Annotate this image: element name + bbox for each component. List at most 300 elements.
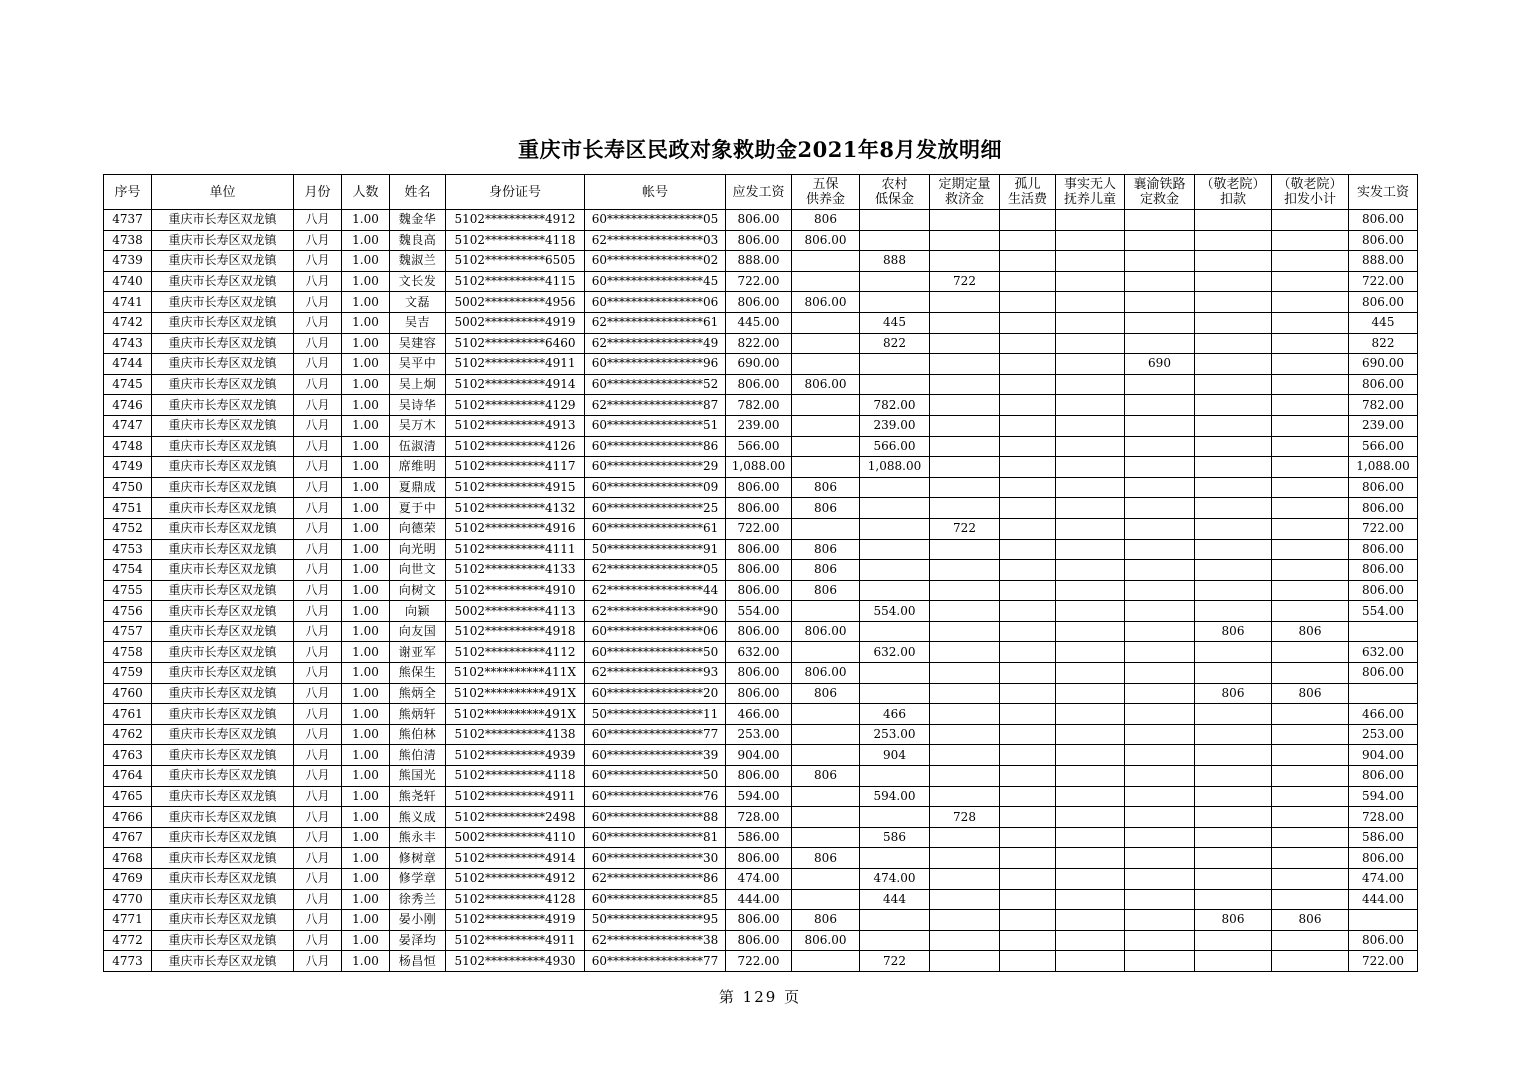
cell-seq: 4752 — [104, 518, 152, 539]
cell-seq: 4772 — [104, 930, 152, 951]
cell-dibao: 722 — [860, 951, 930, 972]
cell-xiangyu — [1125, 395, 1195, 416]
cell-payable: 722.00 — [726, 951, 792, 972]
cell-month: 八月 — [294, 251, 342, 272]
cell-seq: 4742 — [104, 312, 152, 333]
cell-jlykk: 806 — [1195, 621, 1272, 642]
table-row — [104, 683, 1418, 704]
cell-persons: 1.00 — [342, 312, 390, 333]
cell-jlyxj — [1272, 518, 1349, 539]
cell-jlykk — [1195, 786, 1272, 807]
cell-unit: 重庆市长寿区双龙镇 — [152, 848, 294, 869]
cell-unit: 重庆市长寿区双龙镇 — [152, 560, 294, 581]
table-row — [104, 271, 1418, 292]
cell-shishi — [1056, 827, 1125, 848]
cell-xiangyu — [1125, 333, 1195, 354]
table-body — [104, 210, 1418, 972]
cell-dingqi — [930, 539, 1000, 560]
cell-account: 62****************03 — [585, 230, 726, 251]
cell-persons: 1.00 — [342, 827, 390, 848]
cell-dingqi — [930, 477, 1000, 498]
cell-payable: 806.00 — [726, 539, 792, 560]
cell-actual: 554.00 — [1349, 601, 1418, 622]
cell-guer — [1000, 251, 1056, 272]
cell-dingqi — [930, 869, 1000, 890]
cell-account: 60****************25 — [585, 498, 726, 519]
cell-month: 八月 — [294, 498, 342, 519]
cell-jlykk — [1195, 580, 1272, 601]
cell-jlyxj — [1272, 786, 1349, 807]
cell-shishi — [1056, 951, 1125, 972]
cell-dibao — [860, 271, 930, 292]
cell-name: 熊炳全 — [390, 683, 446, 704]
cell-account: 60****************30 — [585, 848, 726, 869]
table-header — [104, 175, 1418, 210]
cell-persons: 1.00 — [342, 601, 390, 622]
cell-unit: 重庆市长寿区双龙镇 — [152, 333, 294, 354]
cell-dingqi: 728 — [930, 807, 1000, 828]
cell-shishi — [1056, 869, 1125, 890]
cell-name: 修树章 — [390, 848, 446, 869]
cell-dingqi — [930, 354, 1000, 375]
cell-guer — [1000, 477, 1056, 498]
cell-name: 魏淑兰 — [390, 251, 446, 272]
cell-persons: 1.00 — [342, 930, 390, 951]
cell-dibao — [860, 807, 930, 828]
cell-dingqi — [930, 930, 1000, 951]
cell-persons: 1.00 — [342, 374, 390, 395]
column-header-label: 孤儿 — [1014, 177, 1041, 192]
cell-seq: 4757 — [104, 621, 152, 642]
cell-dibao: 586 — [860, 827, 930, 848]
cell-actual: 253.00 — [1349, 724, 1418, 745]
cell-wubao: 806.00 — [792, 663, 860, 684]
cell-id: 5002**********4956 — [446, 292, 585, 313]
cell-id: 5102**********4914 — [446, 848, 585, 869]
cell-jlyxj — [1272, 807, 1349, 828]
cell-name: 吴万木 — [390, 415, 446, 436]
cell-xiangyu — [1125, 766, 1195, 787]
cell-month: 八月 — [294, 415, 342, 436]
cell-account: 62****************61 — [585, 312, 726, 333]
cell-month: 八月 — [294, 704, 342, 725]
column-header-label: 救济金 — [944, 192, 984, 207]
cell-actual: 806.00 — [1349, 766, 1418, 787]
cell-id: 5102**********4133 — [446, 560, 585, 581]
cell-account: 60****************51 — [585, 415, 726, 436]
cell-actual — [1349, 683, 1418, 704]
cell-actual: 586.00 — [1349, 827, 1418, 848]
cell-persons: 1.00 — [342, 663, 390, 684]
cell-actual: 806.00 — [1349, 930, 1418, 951]
cell-shishi — [1056, 621, 1125, 642]
cell-account: 60****************02 — [585, 251, 726, 272]
cell-account: 62****************44 — [585, 580, 726, 601]
table-row — [104, 210, 1418, 231]
cell-seq: 4740 — [104, 271, 152, 292]
cell-payable: 690.00 — [726, 354, 792, 375]
cell-xiangyu — [1125, 312, 1195, 333]
cell-dingqi: 722 — [930, 271, 1000, 292]
cell-persons: 1.00 — [342, 580, 390, 601]
cell-shishi — [1056, 848, 1125, 869]
table-row — [104, 724, 1418, 745]
cell-jlykk — [1195, 210, 1272, 231]
cell-account: 60****************81 — [585, 827, 726, 848]
cell-dingqi — [930, 642, 1000, 663]
cell-seq: 4759 — [104, 663, 152, 684]
cell-id: 5102**********4129 — [446, 395, 585, 416]
column-header-label: （敬老院） — [1200, 177, 1266, 192]
cell-wubao — [792, 518, 860, 539]
cell-payable: 722.00 — [726, 518, 792, 539]
cell-month: 八月 — [294, 539, 342, 560]
cell-wubao — [792, 827, 860, 848]
cell-unit: 重庆市长寿区双龙镇 — [152, 271, 294, 292]
cell-persons: 1.00 — [342, 518, 390, 539]
cell-wubao: 806.00 — [792, 374, 860, 395]
cell-persons: 1.00 — [342, 642, 390, 663]
cell-shishi — [1056, 580, 1125, 601]
cell-xiangyu — [1125, 498, 1195, 519]
cell-unit: 重庆市长寿区双龙镇 — [152, 663, 294, 684]
table-row — [104, 518, 1418, 539]
cell-month: 八月 — [294, 930, 342, 951]
cell-dingqi — [930, 663, 1000, 684]
cell-jlyxj — [1272, 312, 1349, 333]
cell-wubao: 806.00 — [792, 230, 860, 251]
cell-unit: 重庆市长寿区双龙镇 — [152, 827, 294, 848]
cell-id: 5102**********4910 — [446, 580, 585, 601]
cell-persons: 1.00 — [342, 889, 390, 910]
cell-persons: 1.00 — [342, 745, 390, 766]
cell-unit: 重庆市长寿区双龙镇 — [152, 642, 294, 663]
cell-actual: 445 — [1349, 312, 1418, 333]
cell-seq: 4773 — [104, 951, 152, 972]
cell-guer — [1000, 683, 1056, 704]
cell-guer — [1000, 745, 1056, 766]
cell-month: 八月 — [294, 724, 342, 745]
cell-wubao — [792, 869, 860, 890]
cell-persons: 1.00 — [342, 477, 390, 498]
cell-jlykk — [1195, 930, 1272, 951]
cell-jlykk — [1195, 477, 1272, 498]
table-row — [104, 539, 1418, 560]
cell-xiangyu — [1125, 436, 1195, 457]
cell-actual: 1,088.00 — [1349, 457, 1418, 478]
cell-id: 5102**********491X — [446, 683, 585, 704]
cell-seq: 4748 — [104, 436, 152, 457]
cell-name: 向世文 — [390, 560, 446, 581]
cell-jlykk — [1195, 312, 1272, 333]
cell-jlykk — [1195, 395, 1272, 416]
cell-wubao — [792, 786, 860, 807]
table-row — [104, 869, 1418, 890]
column-header-actual — [1349, 175, 1418, 210]
cell-shishi — [1056, 251, 1125, 272]
cell-unit: 重庆市长寿区双龙镇 — [152, 312, 294, 333]
cell-jlykk: 806 — [1195, 683, 1272, 704]
cell-seq: 4756 — [104, 601, 152, 622]
cell-account: 60****************09 — [585, 477, 726, 498]
cell-dingqi — [930, 210, 1000, 231]
cell-jlykk: 806 — [1195, 910, 1272, 931]
cell-xiangyu — [1125, 477, 1195, 498]
cell-payable: 806.00 — [726, 374, 792, 395]
cell-account: 60****************76 — [585, 786, 726, 807]
cell-seq: 4741 — [104, 292, 152, 313]
cell-id: 5002**********4919 — [446, 312, 585, 333]
cell-dibao — [860, 292, 930, 313]
cell-shishi — [1056, 642, 1125, 663]
cell-dingqi — [930, 889, 1000, 910]
cell-id: 5002**********4110 — [446, 827, 585, 848]
cell-guer — [1000, 333, 1056, 354]
cell-month: 八月 — [294, 560, 342, 581]
cell-payable: 566.00 — [726, 436, 792, 457]
table-row — [104, 621, 1418, 642]
cell-wubao — [792, 354, 860, 375]
cell-dingqi — [930, 395, 1000, 416]
cell-dibao — [860, 766, 930, 787]
cell-name: 夏鼎成 — [390, 477, 446, 498]
cell-month: 八月 — [294, 889, 342, 910]
cell-seq: 4743 — [104, 333, 152, 354]
cell-seq: 4754 — [104, 560, 152, 581]
cell-account: 60****************96 — [585, 354, 726, 375]
cell-jlyxj — [1272, 271, 1349, 292]
cell-jlykk — [1195, 704, 1272, 725]
table-row — [104, 333, 1418, 354]
column-header-guer — [1000, 175, 1056, 210]
cell-payable: 586.00 — [726, 827, 792, 848]
cell-actual — [1349, 621, 1418, 642]
table-row — [104, 642, 1418, 663]
cell-jlyxj — [1272, 560, 1349, 581]
page-title: 重庆市长寿区民政对象救助金2021年8月发放明细 — [517, 137, 1003, 162]
cell-name: 修学章 — [390, 869, 446, 890]
cell-name: 伍淑清 — [390, 436, 446, 457]
cell-seq: 4755 — [104, 580, 152, 601]
cell-shishi — [1056, 230, 1125, 251]
cell-account: 60****************86 — [585, 436, 726, 457]
cell-wubao: 806.00 — [792, 292, 860, 313]
column-header-label: 供养金 — [805, 192, 845, 207]
cell-payable: 239.00 — [726, 415, 792, 436]
cell-guer — [1000, 457, 1056, 478]
cell-xiangyu — [1125, 601, 1195, 622]
cell-jlyxj: 806 — [1272, 910, 1349, 931]
cell-name: 吴建容 — [390, 333, 446, 354]
payment-table — [103, 174, 1418, 972]
cell-shishi — [1056, 477, 1125, 498]
cell-dibao — [860, 374, 930, 395]
cell-dibao — [860, 560, 930, 581]
cell-shishi — [1056, 683, 1125, 704]
cell-xiangyu — [1125, 745, 1195, 766]
cell-name: 熊永丰 — [390, 827, 446, 848]
cell-persons: 1.00 — [342, 848, 390, 869]
cell-account: 62****************49 — [585, 333, 726, 354]
cell-persons: 1.00 — [342, 457, 390, 478]
cell-account: 62****************86 — [585, 869, 726, 890]
cell-actual: 722.00 — [1349, 518, 1418, 539]
cell-seq: 4769 — [104, 869, 152, 890]
cell-actual: 239.00 — [1349, 415, 1418, 436]
cell-jlykk — [1195, 601, 1272, 622]
cell-shishi — [1056, 807, 1125, 828]
cell-actual: 806.00 — [1349, 848, 1418, 869]
cell-unit: 重庆市长寿区双龙镇 — [152, 395, 294, 416]
cell-xiangyu — [1125, 642, 1195, 663]
cell-guer — [1000, 951, 1056, 972]
cell-jlyxj — [1272, 436, 1349, 457]
cell-month: 八月 — [294, 374, 342, 395]
cell-actual: 722.00 — [1349, 951, 1418, 972]
cell-account: 62****************05 — [585, 560, 726, 581]
cell-seq: 4766 — [104, 807, 152, 828]
cell-persons: 1.00 — [342, 292, 390, 313]
cell-dibao: 904 — [860, 745, 930, 766]
cell-account: 60****************45 — [585, 271, 726, 292]
cell-xiangyu — [1125, 374, 1195, 395]
cell-seq: 4750 — [104, 477, 152, 498]
cell-unit: 重庆市长寿区双龙镇 — [152, 518, 294, 539]
cell-guer — [1000, 210, 1056, 231]
cell-jlykk — [1195, 807, 1272, 828]
cell-jlyxj — [1272, 663, 1349, 684]
cell-jlyxj — [1272, 930, 1349, 951]
cell-month: 八月 — [294, 230, 342, 251]
cell-seq: 4771 — [104, 910, 152, 931]
cell-actual: 806.00 — [1349, 498, 1418, 519]
cell-unit: 重庆市长寿区双龙镇 — [152, 230, 294, 251]
cell-month: 八月 — [294, 663, 342, 684]
column-header-label: 单位 — [209, 184, 236, 200]
cell-unit: 重庆市长寿区双龙镇 — [152, 477, 294, 498]
table-row — [104, 848, 1418, 869]
cell-xiangyu — [1125, 560, 1195, 581]
cell-payable: 806.00 — [726, 498, 792, 519]
cell-actual: 822 — [1349, 333, 1418, 354]
cell-name: 徐秀兰 — [390, 889, 446, 910]
cell-shishi — [1056, 910, 1125, 931]
cell-unit: 重庆市长寿区双龙镇 — [152, 683, 294, 704]
table-row — [104, 827, 1418, 848]
cell-seq: 4738 — [104, 230, 152, 251]
cell-dibao — [860, 930, 930, 951]
cell-unit: 重庆市长寿区双龙镇 — [152, 910, 294, 931]
column-header-wubao — [792, 175, 860, 210]
cell-month: 八月 — [294, 848, 342, 869]
cell-seq: 4749 — [104, 457, 152, 478]
cell-account: 60****************06 — [585, 292, 726, 313]
cell-seq: 4762 — [104, 724, 152, 745]
cell-account: 60****************06 — [585, 621, 726, 642]
cell-guer — [1000, 889, 1056, 910]
cell-dingqi: 722 — [930, 518, 1000, 539]
cell-dingqi — [930, 498, 1000, 519]
cell-actual: 594.00 — [1349, 786, 1418, 807]
cell-month: 八月 — [294, 395, 342, 416]
cell-xiangyu — [1125, 580, 1195, 601]
cell-account: 62****************87 — [585, 395, 726, 416]
cell-name: 席维明 — [390, 457, 446, 478]
cell-id: 5102**********4939 — [446, 745, 585, 766]
cell-actual — [1349, 910, 1418, 931]
cell-shishi — [1056, 560, 1125, 581]
cell-payable: 444.00 — [726, 889, 792, 910]
cell-dibao: 566.00 — [860, 436, 930, 457]
column-header-label: 姓名 — [404, 184, 431, 200]
cell-payable: 253.00 — [726, 724, 792, 745]
cell-id: 5002**********4113 — [446, 601, 585, 622]
table-row — [104, 951, 1418, 972]
header-row — [104, 175, 1418, 210]
table-row — [104, 395, 1418, 416]
cell-payable: 806.00 — [726, 621, 792, 642]
cell-jlyxj — [1272, 251, 1349, 272]
cell-guer — [1000, 539, 1056, 560]
cell-dingqi — [930, 745, 1000, 766]
cell-account: 60****************88 — [585, 807, 726, 828]
cell-actual: 806.00 — [1349, 663, 1418, 684]
cell-xiangyu — [1125, 724, 1195, 745]
cell-xiangyu — [1125, 292, 1195, 313]
cell-jlyxj — [1272, 951, 1349, 972]
cell-unit: 重庆市长寿区双龙镇 — [152, 436, 294, 457]
cell-dibao: 782.00 — [860, 395, 930, 416]
cell-jlyxj — [1272, 333, 1349, 354]
cell-guer — [1000, 786, 1056, 807]
cell-xiangyu — [1125, 539, 1195, 560]
cell-seq: 4768 — [104, 848, 152, 869]
cell-jlykk — [1195, 745, 1272, 766]
cell-month: 八月 — [294, 354, 342, 375]
cell-id: 5102**********4913 — [446, 415, 585, 436]
table-row — [104, 663, 1418, 684]
cell-id: 5102**********4132 — [446, 498, 585, 519]
cell-name: 魏金华 — [390, 210, 446, 231]
cell-jlyxj — [1272, 745, 1349, 766]
cell-month: 八月 — [294, 807, 342, 828]
column-header-seq — [104, 175, 152, 210]
cell-jlyxj: 806 — [1272, 621, 1349, 642]
cell-id: 5102**********6460 — [446, 333, 585, 354]
table-row — [104, 457, 1418, 478]
cell-wubao: 806 — [792, 477, 860, 498]
cell-dingqi — [930, 848, 1000, 869]
cell-persons: 1.00 — [342, 498, 390, 519]
cell-dibao: 253.00 — [860, 724, 930, 745]
cell-xiangyu — [1125, 251, 1195, 272]
cell-guer — [1000, 910, 1056, 931]
cell-guer — [1000, 271, 1056, 292]
cell-dibao — [860, 210, 930, 231]
cell-dingqi — [930, 951, 1000, 972]
table-row — [104, 766, 1418, 787]
table-row — [104, 930, 1418, 951]
cell-xiangyu — [1125, 786, 1195, 807]
table-row — [104, 477, 1418, 498]
cell-jlyxj — [1272, 354, 1349, 375]
cell-payable: 806.00 — [726, 910, 792, 931]
column-header-label: 抚养儿童 — [1063, 192, 1116, 207]
cell-dibao — [860, 539, 930, 560]
cell-unit: 重庆市长寿区双龙镇 — [152, 930, 294, 951]
cell-persons: 1.00 — [342, 807, 390, 828]
table-row — [104, 601, 1418, 622]
